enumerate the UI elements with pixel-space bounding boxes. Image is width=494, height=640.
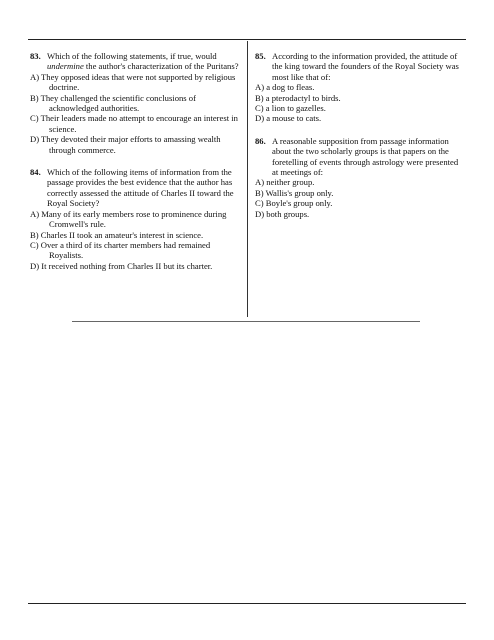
column-divider (247, 41, 248, 317)
question-86-stem (255, 136, 465, 178)
right-column (255, 51, 465, 231)
question-83-stem-before: Which of the following statements, if true, would (47, 51, 217, 61)
question-85-stem (255, 51, 465, 82)
question-84-number: 84. (30, 167, 41, 178)
question-83 (30, 51, 240, 155)
question-86-number: 86. (255, 135, 266, 146)
question-86-choices (255, 177, 465, 219)
question-83-choices (30, 72, 240, 155)
question-84-choice-b: B) Charles II took an amateur's interest in science. (30, 229, 204, 240)
question-84-choice-c: C) Over a third of its charter members had remained Royalists. (30, 239, 211, 261)
question-84 (30, 167, 240, 271)
question-86-choice-b: B) Wallis's group only. (255, 187, 334, 198)
question-83-stem-emphasis: undermine (47, 61, 84, 72)
question-85-number: 85. (255, 51, 266, 61)
question-83-stem (30, 51, 240, 72)
question-86-choice-d: D) both groups. (255, 208, 310, 219)
question-85-choice-c: C) a lion to gazelles. (255, 103, 326, 114)
question-86-choice-a: A) neither group. (255, 177, 315, 188)
top-rule (28, 39, 466, 40)
question-84-choices (30, 209, 240, 271)
question-86-stem-text: A reasonable supposition from passage information about the two scholarly groups is that papers on the foretelling of events through astrology were presented at meetings of: (272, 135, 459, 178)
question-83-stem-after: the author's characterization of the Puritans? (83, 61, 239, 72)
question-85-choices (255, 82, 465, 124)
question-85-stem-text: According to the information provided, the attitude of the king toward the founders of the Royal Society was most like that of: (272, 51, 459, 82)
question-85-choice-b: B) a pterodactyl to birds. (255, 92, 341, 103)
question-84-stem (30, 167, 240, 209)
question-83-choice-d: D) They devoted their major efforts to amassing wealth through commerce. (30, 134, 221, 155)
left-column (30, 51, 240, 283)
question-83-number: 83. (30, 51, 41, 61)
question-84-choice-a: A) Many of its early members rose to prominence during Cromwell's rule. (30, 208, 227, 230)
section-end-rule (72, 321, 420, 322)
bottom-rule (28, 603, 466, 604)
question-84-choice-d: D) It received nothing from Charles II but its charter. (30, 260, 213, 271)
question-85-choice-d: D) a mouse to cats. (255, 113, 322, 124)
question-83-choice-a: A) They opposed ideas that were not supported by religious doctrine. (30, 71, 236, 93)
question-83-choice-c: C) Their leaders made no attempt to encourage an interest in science. (30, 113, 238, 134)
question-85 (255, 51, 465, 124)
question-83-choice-b: B) They challenged the scientific conclusions of acknowledged authorities. (30, 92, 196, 114)
question-85-choice-a: A) a dog to fleas. (255, 82, 315, 93)
question-86 (255, 136, 465, 219)
question-84-stem-text: Which of the following items of information from the passage provides the best evidence that the author has correctly assessed the attitude of Charles II toward the Royal Society? (47, 167, 234, 209)
question-86-choice-c: C) Boyle's group only. (255, 198, 333, 209)
